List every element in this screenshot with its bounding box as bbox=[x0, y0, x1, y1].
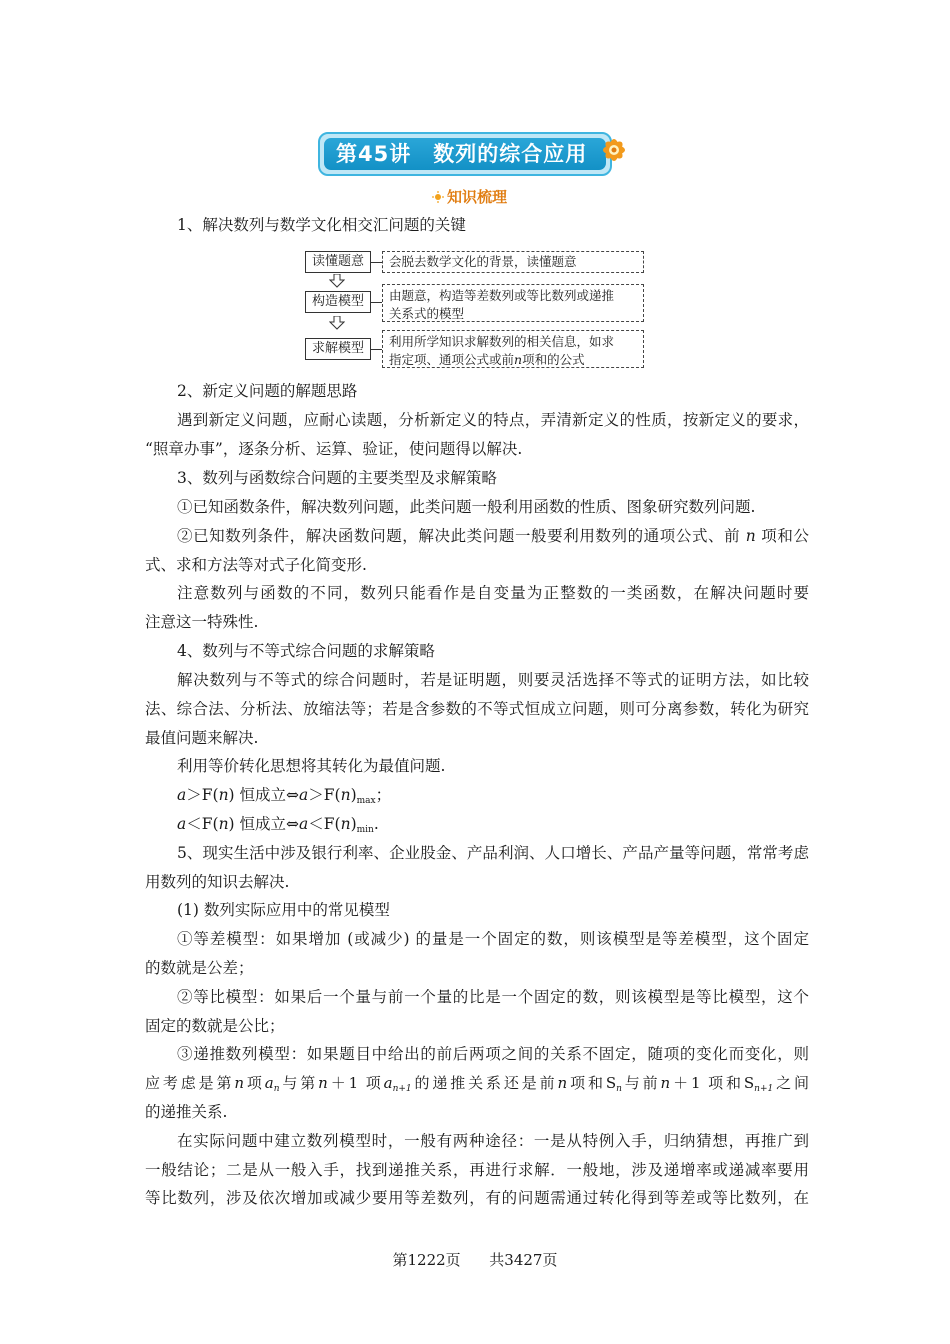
desc-build-line-1: 由题意，构造等差数列或等比数列或递推 bbox=[389, 288, 615, 303]
lecture-number: 第45讲 bbox=[336, 142, 412, 166]
formula-max: a＞F(n) 恒成立$\Leftrightarrow a>F(n)_{max}$； bbox=[177, 786, 392, 806]
section-heading-text: 知识梳理 bbox=[447, 188, 508, 206]
model-arith-1: ①等差模型：如果增加 (或减少) 的量是一个固定的数，则该模型是等差模型，这个固定 bbox=[177, 930, 809, 948]
point-5-text-1: 5、现实生活中涉及银行利率、企业股金、产品利润、人口增长、产品产量等问题，常常考虑 bbox=[177, 844, 809, 862]
connector-1 bbox=[371, 262, 382, 263]
step-solve: 求解模型 bbox=[305, 338, 371, 360]
lecture-topic: 数列的综合应用 bbox=[433, 142, 588, 166]
step-build: 构造模型 bbox=[305, 291, 371, 313]
point-4-text-2: 法、综合法、分析法、放缩法等；若是含参数的不等式恒成立问题，则可分离参数，转化为研究 bbox=[145, 700, 809, 718]
model-recur-3: 的递推关系. bbox=[145, 1103, 228, 1121]
sun-icon bbox=[432, 191, 444, 203]
desc-build-line-2: 关系式的模型 bbox=[389, 306, 465, 321]
point-4-text-3: 最值问题来解决. bbox=[145, 729, 259, 747]
desc-solve bbox=[382, 330, 644, 368]
model-recur-2: 应考虑是第n项$a_n$与第n＋1 项$a_{n+1}$的递推关系还是前n项和$S_n$与前n＋1 项和$S_{n+1}$之间 bbox=[145, 1074, 809, 1094]
page-number: 第1222页 bbox=[392, 1251, 461, 1269]
point-3-item-2: ②已知数列条件，解决函数问题，解决此类问题一般要利用数列的通项公式、前 n 项和公 bbox=[177, 527, 809, 545]
point-2-text-2: “照章办事”，逐条分析、运算、验证，使问题得以解决. bbox=[145, 440, 523, 458]
model-arith-2: 的数就是公差； bbox=[145, 959, 254, 977]
point-5-sub-heading: (1) 数列实际应用中的常见模型 bbox=[177, 901, 390, 919]
arrow-down-icon bbox=[329, 274, 345, 288]
desc-build bbox=[382, 284, 644, 322]
model-geo-2: 固定的数就是公比； bbox=[145, 1017, 285, 1035]
point-4-text-1: 解决数列与不等式的综合问题时，若是证明题，则要灵活选择不等式的证明方法，如比较 bbox=[177, 671, 809, 689]
connector-3 bbox=[371, 349, 382, 350]
establish-1: 在实际问题中建立数列模型时，一般有两种途径：一是从特例入手，归纳猜想，再推广到 bbox=[177, 1132, 809, 1150]
establish-2: 一般结论；二是从一般入手，找到递推关系，再进行求解．一般地，涉及递增率或递减率要用 bbox=[145, 1161, 809, 1179]
arrow-down-icon bbox=[329, 316, 345, 330]
point-3-heading: 3、数列与函数综合问题的主要类型及求解策略 bbox=[177, 469, 497, 487]
section-heading bbox=[432, 186, 507, 208]
point-3-item-1: ①已知函数条件，解决数列问题，此类问题一般利用函数的性质、图象研究数列问题. bbox=[177, 498, 756, 516]
point-4-heading: 4、数列与不等式综合问题的求解策略 bbox=[177, 642, 435, 660]
point-2-text-1: 遇到新定义问题，应耐心读题，分析新定义的特点，弄清新定义的性质，按新定义的要求， bbox=[177, 411, 809, 429]
point-2-heading: 2、新定义问题的解题思路 bbox=[177, 382, 358, 400]
formula-min: a＜F(n) 恒成立$\Leftrightarrow a<F(n)_{min}$. bbox=[177, 815, 379, 835]
page-footer bbox=[0, 1249, 950, 1270]
desc-solve-line-2: 指定项、通项公式或前n项和的公式 bbox=[389, 352, 585, 367]
desc-read: 会脱去数学文化的背景，读懂题意 bbox=[382, 251, 644, 273]
establish-3: 等比数列，涉及依次增加或减少要用等差数列，有的问题需通过转化得到等差或等比数列，在 bbox=[145, 1189, 809, 1207]
title-text bbox=[324, 138, 606, 170]
model-geo-1: ②等比模型：如果后一个量与前一个量的比是一个固定的数，则该模型是等比模型，这个 bbox=[177, 988, 809, 1006]
model-recur-1: ③递推数列模型：如果题目中给出的前后两项之间的关系不固定，随项的变化而变化，则 bbox=[177, 1045, 809, 1063]
desc-solve-line-1: 利用所学知识求解数列的相关信息，如求 bbox=[389, 334, 615, 349]
point-1-heading: 1、解决数列与数学文化相交汇问题的关键 bbox=[177, 216, 466, 234]
title-banner bbox=[318, 132, 612, 176]
connector-2 bbox=[371, 302, 382, 303]
point-4-text-4: 利用等价转化思想将其转化为最值问题. bbox=[177, 757, 446, 775]
point-3-note-1: 注意数列与函数的不同，数列只能看作是自变量为正整数的一类函数，在解决问题时要 bbox=[177, 584, 809, 602]
step-read: 读懂题意 bbox=[305, 251, 371, 273]
point-5-text-2: 用数列的知识去解决. bbox=[145, 873, 290, 891]
point-3-note-2: 注意这一特殊性. bbox=[145, 613, 259, 631]
point-3-item-2-cont: 式、求和方法等对式子化简变形. bbox=[145, 556, 367, 574]
flower-icon bbox=[592, 128, 636, 172]
page-total: 共3427页 bbox=[489, 1251, 558, 1269]
